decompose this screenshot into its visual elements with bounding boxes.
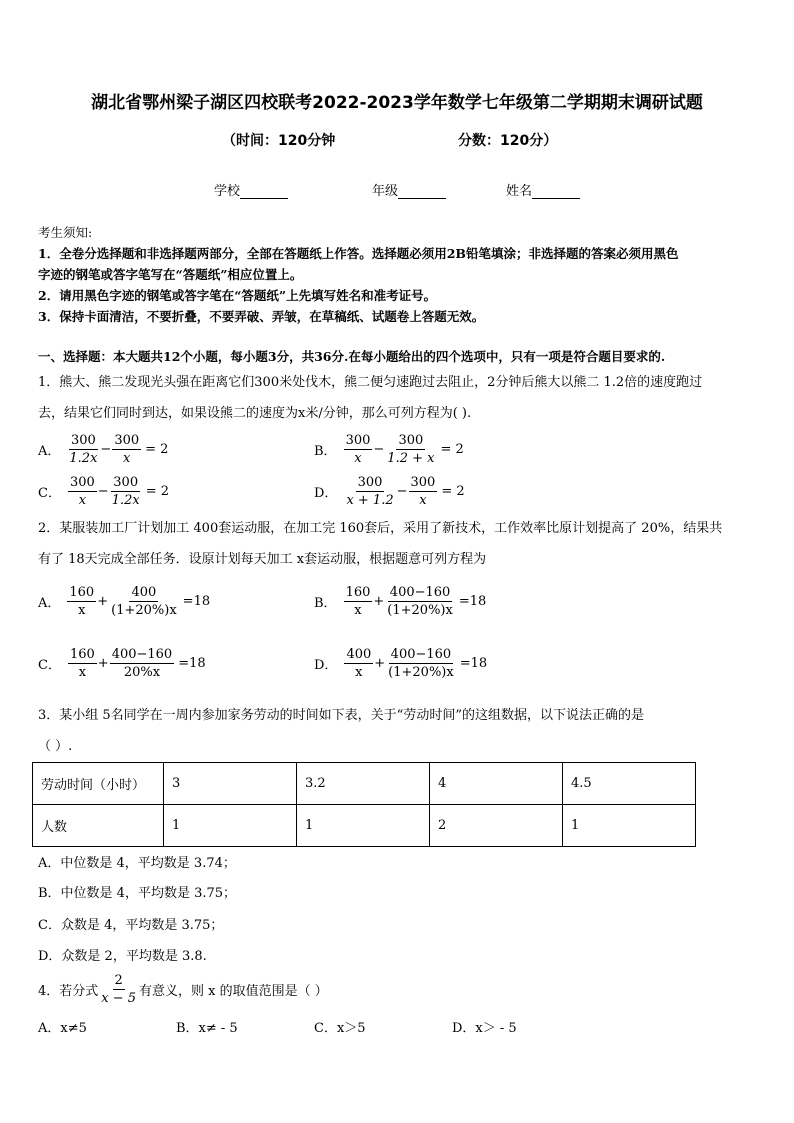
question-1-line: 1．熊大、熊二发现光头强在距离它们300米处伐木，熊二便匀速跑过去阻止，2分钟后熊大以熊二 1.2倍的速度跑过 [38, 375, 703, 390]
notes-heading: 考生须知: [38, 225, 93, 240]
note-line: 3．保持卡面清洁，不要折叠，不要弄破、弄皱，在草稿纸、试题卷上答题无效。 [38, 309, 485, 324]
numerator: 160 [345, 585, 371, 600]
table-row [33, 805, 696, 847]
section-heading: 一、选择题：本大题共12个小题，每小题3分，共36分.在每小题给出的四个选项中，只有一项是符合题目要求的. [38, 349, 666, 364]
denominator: 1.2x [69, 451, 98, 466]
table-cell: 2 [430, 805, 563, 847]
operator: − [396, 484, 408, 499]
numerator: 300 [114, 433, 140, 448]
operator: − [97, 484, 109, 499]
numerator: 400−160 [390, 647, 452, 662]
denominator: x + 1.2 [346, 493, 394, 508]
option-label: C． [38, 658, 61, 673]
q1-option-d[interactable] [314, 474, 465, 509]
numerator: 400 [346, 647, 372, 662]
table-cell: 4 [430, 763, 563, 805]
denominator: x [419, 493, 427, 508]
note-line: 1．全卷分选择题和非选择题两部分，全部在答题纸上作答。选择题必须用2B铅笔填涂；非选择题的答案必须用黑色 [38, 246, 679, 261]
numerator: 160 [69, 585, 95, 600]
denominator: x [78, 665, 87, 680]
q3-option-c[interactable]: C．众数是 4，平均数是 3.75； [38, 918, 224, 933]
q4-prefix: 4．若分式 [38, 984, 99, 999]
note-line: 字迹的钢笔或答字笔写在“答题纸”相应位置上。 [38, 267, 303, 282]
numerator: 400−160 [111, 647, 173, 662]
grade-blank [398, 184, 446, 199]
operator: + [373, 594, 385, 609]
table-cell: 人数 [33, 805, 164, 847]
table-cell: 1 [164, 805, 297, 847]
numerator: 300 [398, 433, 424, 448]
operator: + [374, 656, 386, 671]
score-label: 分数：120分） [458, 133, 558, 149]
q4-suffix: 有意义，则 x 的取值范围是（ ） [139, 984, 328, 999]
q2-option-c[interactable] [38, 646, 206, 681]
rhs: =18 [459, 656, 488, 671]
denominator: 1.2 + x [387, 451, 435, 466]
name-blank [532, 184, 580, 199]
rhs: = 2 [145, 484, 169, 499]
denominator: x [78, 603, 86, 618]
numerator: 300 [113, 475, 139, 490]
denominator: 20%x [123, 665, 161, 680]
question-2-line: 有了 18天完成全部任务．设原计划每天加工 x套运动服，根据题意可列方程为 [38, 552, 487, 567]
numerator: 300 [410, 475, 436, 490]
numerator: 2 [114, 973, 123, 988]
q1-option-c[interactable] [38, 474, 169, 509]
denominator: x [355, 665, 363, 680]
q3-option-a[interactable]: A．中位数是 4，平均数是 3.74； [38, 856, 236, 871]
grade-label: 年级 [372, 184, 399, 199]
grade-field [372, 180, 446, 199]
table-cell: 4.5 [563, 763, 696, 805]
operator: − [373, 442, 385, 457]
name-field [506, 180, 580, 199]
table-cell: 3.2 [297, 763, 430, 805]
denominator: (1+20%)x [388, 665, 454, 680]
q2-option-a[interactable] [38, 584, 210, 619]
numerator: 400−160 [389, 585, 451, 600]
numerator: 300 [69, 475, 95, 490]
table-cell: 3 [164, 763, 297, 805]
option-label: A． [38, 444, 61, 459]
table-cell: 劳动时间（小时） [33, 763, 164, 805]
table-row [33, 763, 696, 805]
q1-option-b[interactable] [314, 432, 464, 467]
question-2-line: 2．某服装加工厂计划加工 400套运动服，在加工完 160套后，采用了新技术，工作效率比原计划提高了 20%，结果共 [38, 521, 723, 536]
denominator: x [354, 603, 362, 618]
labor-time-table [32, 762, 696, 847]
table-cell: 1 [563, 805, 696, 847]
denominator: x [78, 493, 87, 508]
operator: + [97, 594, 109, 609]
school-label: 学校 [214, 184, 241, 199]
numerator: 300 [357, 475, 383, 490]
q4-option-c[interactable]: C．x＞5 [314, 1021, 366, 1036]
school-blank [240, 184, 288, 199]
option-label: A． [38, 596, 61, 611]
rhs: =18 [178, 656, 206, 671]
option-label: B． [314, 444, 337, 459]
school-field [214, 180, 288, 199]
denominator: (1+20%)x [111, 603, 177, 618]
numerator: 400 [131, 585, 157, 600]
numerator: 160 [69, 647, 95, 662]
q2-option-b[interactable] [314, 584, 486, 619]
q2-option-d[interactable] [314, 646, 487, 681]
denominator: (1+20%)x [387, 603, 453, 618]
operator: + [97, 656, 109, 671]
q1-option-a[interactable] [38, 432, 168, 467]
q4-option-a[interactable]: A．x≠5 [38, 1021, 87, 1036]
denominator: 1.2x [111, 493, 140, 508]
question-1-line: 去，结果它们同时到达，如果设熊二的速度为x米/分钟，那么可列方程为( ). [38, 406, 472, 421]
q3-option-b[interactable]: B．中位数是 4，平均数是 3.75； [38, 886, 237, 901]
operator: − [100, 442, 112, 457]
numerator: 300 [70, 433, 96, 448]
option-label: D． [314, 486, 338, 501]
denominator: x [123, 451, 131, 466]
time-label: （时间：120分钟 [222, 133, 336, 149]
rhs: =18 [458, 594, 487, 609]
question-3-line: 3．某小组 5名同学在一周内参加家务劳动的时间如下表，关于“劳动时间”的这组数据，以下说法正确的是 [38, 708, 644, 723]
numerator: 300 [345, 433, 371, 448]
question-3-line: （ ）. [38, 739, 73, 754]
q3-option-d[interactable]: D．众数是 2，平均数是 3.8. [38, 949, 207, 964]
q4-option-b[interactable]: B．x≠ - 5 [176, 1021, 238, 1036]
question-4-line [38, 972, 328, 1007]
option-label: C． [38, 486, 61, 501]
option-label: B． [314, 596, 337, 611]
name-label: 姓名 [506, 184, 533, 199]
page-title: 湖北省鄂州梁子湖区四校联考2022-2023学年数学七年级第二学期期末调研试题 [91, 93, 703, 113]
q4-option-d[interactable]: D．x＞ - 5 [452, 1021, 517, 1036]
rhs: = 2 [440, 442, 464, 457]
rhs: = 2 [441, 484, 465, 499]
table-cell: 1 [297, 805, 430, 847]
option-label: D． [314, 658, 338, 673]
rhs: =18 [182, 594, 211, 609]
note-line: 2．请用黑色字迹的钢笔或答字笔在“答题纸”上先填写姓名和准考证号。 [38, 288, 437, 303]
denominator: x − 5 [101, 991, 137, 1006]
denominator: x [354, 451, 362, 466]
rhs: = 2 [145, 442, 169, 457]
